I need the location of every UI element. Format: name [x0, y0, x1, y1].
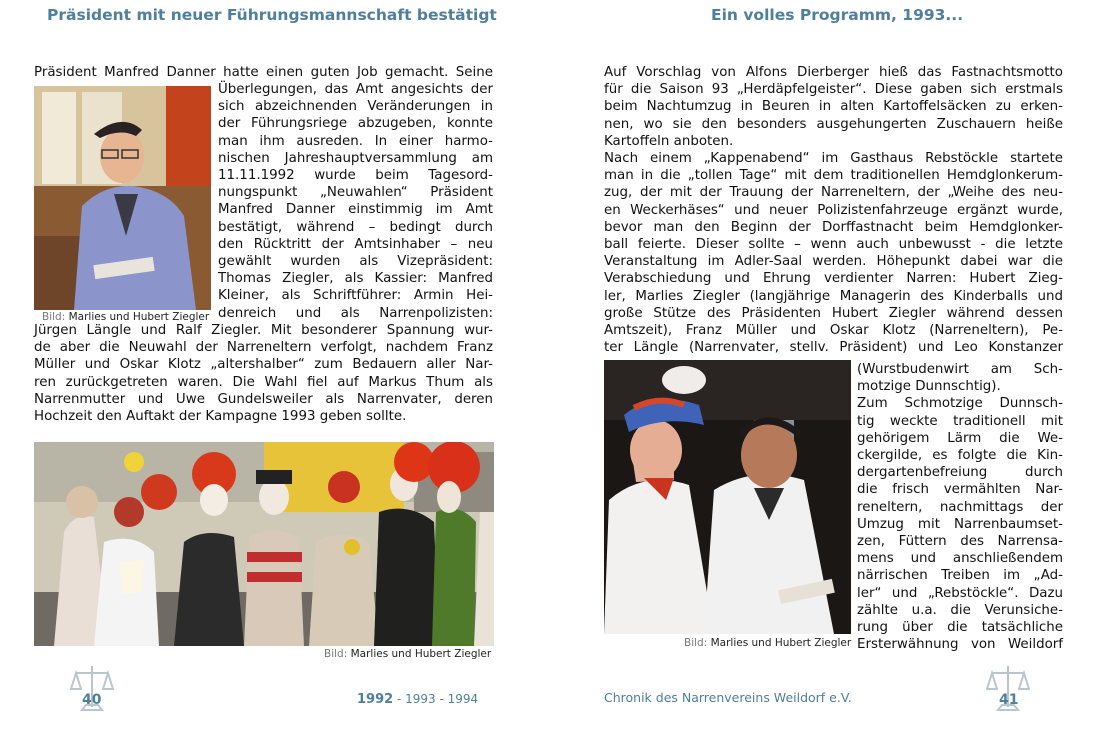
- right-page-heading: Ein volles Programm, 1993...: [711, 6, 964, 24]
- photo3-caption: Bild: Marlies und Hubert Ziegler: [684, 637, 852, 649]
- footer-chronik: Chronik des Narrenvereins Weildorf e.V.: [604, 690, 852, 705]
- right-top-text: Auf Vorschlag von Alfons Dierberger hieß das Fastnachtsmotto für die Saison 93 „Herdäpfelgeister“. Diese gaben sich erstmals beim Nachtumzug in Beuren in alten Kartoffelsäcken zu erken- nen, wo sie den besonders ausgehungerten Zuschauern heiße Kartoffeln anboten. Nach einem „Kappenabend“ im Gasthaus Rebstöckle startete man in die „tollen Tage“ mit dem traditionellen Hemdglonkerum- zug, der mit der Trauung der Narreneltern, der „Weihe des neu- en Weckerhäses“ und neuer Polizistenfahrzeuge ergänzt wurde, bevor man den Beginn der Dorffastnacht beim Hemdglonker- ball feierte. Dieser sollte – wenn auch unbewusst - die letzte Veranstaltung im Adler-Saal werden. Höhepunkt dabei war die Verabschiedung und Ehrung verdienter Narren: Hubert Zieg- ler, Marlies Ziegler (langjährige Managerin des Kinderballs und große Stütze des Präsidenten Hubert Ziegler während dessen Amtszeit), Franz Müller und Oskar Klotz (Narreneltern), Pe- ter Längle (Narrenvater, stellv. Präsident) und Leo Konstanzer: [604, 65, 1063, 356]
- right-beside-photo-text: (Wurstbudenwirt am Sch- motzige Dunnschtig). Zum Schmotzige Dunnsch- tig weckte traditionell mit gehörigem Lärm die We- ckergilde, es folgte die Kin- dergartenbefreiung durch die frisch vermählten Nar- reneltern, nachmittags der Umzug mit Narrenbaumset- zen, Füttern des Narrensa- mens und anschließendem närrischen Treiben im „Ad- ler“ und „Rebstöckle“. Dazu zählte u.a. die Verunsiche- rung über die tatsächliche Ersterwähnung von Weildorf: [857, 362, 1063, 653]
- left-full-width-text: Jürgen Längle und Ralf Ziegler. Mit besonderer Spannung wur- de aber die Neuwahl der Narreneltern verfolgt, nachdem Franz Müller und Oskar Klotz „altershalber“ zum Bedauern aller Nar- ren zurückgetreten waren. Die Wahl fiel auf Markus Thum als Narrenmutter und Uwe Gundelsweiler als Narrenvater, deren Hochzeit den Auftakt der Kampagne 1993 geben sollte.: [34, 323, 493, 425]
- photo1-caption: Bild: Marlies und Hubert Ziegler: [42, 311, 210, 323]
- left-page-number: 40: [82, 692, 102, 708]
- left-page-heading: Präsident mit neuer Führungsmannschaft bestätigt: [47, 6, 497, 24]
- right-page: [548, 0, 1096, 734]
- left-beside-photo-text: Überlegungen, das Amt angesichts der sich abzeichnenden Veränderungen in der Führungsriege abzugeben, konnte man ihm ausreden. In einer harmo- nischen Jahreshauptversammlung am 11.11.1992 wurde beim Tagesord- nungspunkt „Neuwahlen“ Präsident Manfred Danner einstimmig im Amt bestätigt, während – bedingt durch den Rücktritt der Amtsinhaber – neu gewählt wurden als Vizepräsident: Thomas Ziegler, als Kassier: Manfred Kleiner, als Schriftführer: Armin Hei- denreich und als Narrenpolizisten:: [218, 82, 493, 321]
- photo-clown-group: [34, 442, 494, 646]
- left-intro-line: Präsident Manfred Danner hatte einen guten Job gemacht. Seine: [34, 65, 493, 80]
- footer-years: 1992 - 1993 - 1994: [357, 692, 479, 707]
- right-page-number: 41: [999, 692, 1019, 708]
- photo2-caption: Bild: Marlies und Hubert Ziegler: [324, 648, 492, 660]
- photo-narreneltern: [604, 360, 851, 634]
- photo-president-danner: [34, 86, 211, 310]
